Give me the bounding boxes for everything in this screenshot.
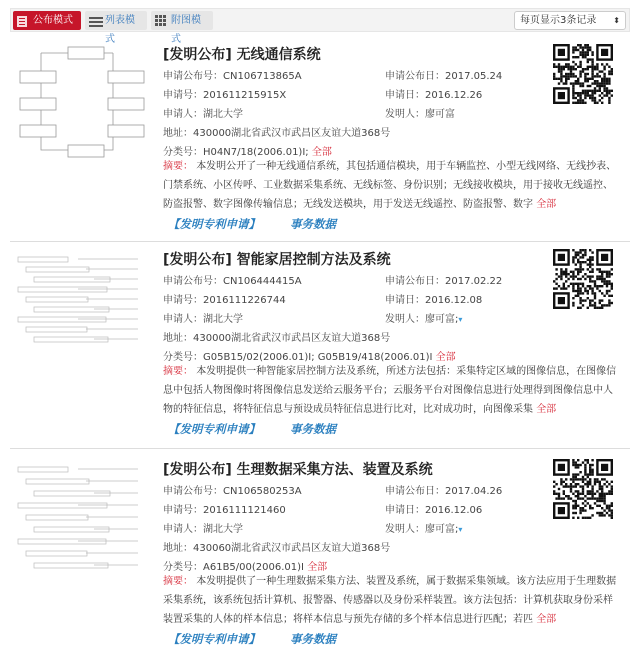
applicant-field: 申请人：湖北大学 [163, 524, 243, 535]
show-all-class-link[interactable]: 全部 [435, 352, 456, 363]
expand-inventors-icon[interactable]: ▾ [458, 315, 463, 324]
mode-label: 公布模式 [33, 15, 73, 26]
patent-title[interactable]: [发明公布] 无线通信系统 [163, 47, 321, 63]
pub-date-field: 申请公布日：2017.02.22 [385, 276, 503, 287]
app-date-field: 申请日：2016.12.08 [385, 295, 483, 306]
qr-code [553, 249, 613, 309]
record-links [168, 216, 366, 232]
show-all-abstract-link[interactable]: 全部 [536, 614, 557, 625]
applicant-field: 申请人：湖北大学 [163, 109, 243, 120]
record-divider [10, 448, 630, 449]
applicant-field: 申请人：湖北大学 [163, 314, 243, 325]
pub-no-field: 申请公布号：CN106580253A [163, 486, 302, 497]
patent-drawing-thumbnail[interactable] [8, 459, 153, 614]
record-divider [10, 241, 630, 242]
address-field: 地址：430000湖北省武汉市武昌区友谊大道368号 [163, 333, 391, 344]
app-no-field: 申请号：201611215915X [163, 90, 287, 101]
invention-application-link[interactable]: 【发明专利申请】 [168, 422, 260, 436]
patent-drawing-thumbnail[interactable] [8, 44, 153, 199]
patent-title[interactable]: [发明公布] 生理数据采集方法、装置及系统 [163, 462, 433, 478]
app-no-field: 申请号：2016111226744 [163, 295, 286, 306]
address-field: 地址：430000湖北省武汉市武昌区友谊大道368号 [163, 128, 391, 139]
abstract: 摘要： 本发明提供了一种生理数据采集方法、装置及系统，属于数据采集领域。该方法应用于生理数据采集系统，该系统包括计算机、报警器、传感器以及身份采样装置。该方法包括：计算机获取身份采样装置采集的人体的样本信息；将样本信息与预先存储的多个样本信息进行匹配；若匹 全部 [163, 576, 617, 625]
page-size-select[interactable] [514, 11, 626, 30]
app-date-field: 申请日：2016.12.26 [385, 90, 483, 101]
mode-figure-button[interactable] [151, 11, 213, 45]
address-field: 地址：430060湖北省武汉市武昌区友谊大道368号 [163, 543, 391, 554]
pub-no-field: 申请公布号：CN106444415A [163, 276, 302, 287]
select-arrows-icon: ⬍ [613, 16, 620, 25]
view-toolbar [10, 8, 630, 45]
expand-inventors-icon[interactable]: ▾ [458, 525, 463, 534]
record-links [168, 421, 366, 437]
show-all-abstract-link[interactable]: 全部 [536, 199, 557, 210]
document-icon [17, 15, 29, 26]
pub-date-field: 申请公布日：2017.04.26 [385, 486, 503, 497]
page-size-value: 每页显示3条记录 [520, 15, 597, 26]
show-all-class-link[interactable]: 全部 [307, 562, 328, 573]
invention-application-link[interactable]: 【发明专利申请】 [168, 632, 260, 646]
mode-publish-button[interactable] [13, 11, 81, 30]
show-all-abstract-link[interactable]: 全部 [536, 404, 557, 415]
inventor-field: 发明人：廖可富 [385, 109, 455, 120]
inventor-field: 发明人：廖可富;▾ [385, 314, 463, 325]
abstract: 摘要： 本发明提供一种智能家居控制方法及系统，所述方法包括：采集特定区域的图像信息，在图像信息中包括人物图像时将图像信息发送给云服务平台；云服务平台对图像信息进行处理得到图像信息中人物的特征信息，将特征信息与预设成员特征信息进行比对，比对成功时，向图像采集 全部 [163, 366, 617, 415]
invention-application-link[interactable]: 【发明专利申请】 [168, 217, 260, 231]
abstract: 摘要： 本发明公开了一种无线通信系统，其包括通信模块，用于车辆监控、小型无线网络、无线抄表、门禁系统、小区传呼、工业数据采集系统、无线标签、身份识别；无线接收模块，用于接收无线遥控、防盗报警、数字图像传输信息；无线发送模块，用于发送无线遥控、防盗报警、数字 全部 [163, 161, 617, 210]
qr-code [553, 459, 613, 519]
transaction-data-link[interactable]: 事务数据 [290, 217, 336, 231]
qr-code [553, 44, 613, 104]
grid-icon [155, 15, 167, 26]
pub-date-field: 申请公布日：2017.05.24 [385, 71, 503, 82]
mode-label: 列表模式 [105, 15, 135, 45]
list-icon [89, 15, 101, 26]
transaction-data-link[interactable]: 事务数据 [290, 632, 336, 646]
app-no-field: 申请号：2016111121460 [163, 505, 286, 516]
mode-list-button[interactable] [85, 11, 147, 45]
pub-no-field: 申请公布号：CN106713865A [163, 71, 302, 82]
patent-title[interactable]: [发明公布] 智能家居控制方法及系统 [163, 252, 391, 268]
show-all-class-link[interactable]: 全部 [311, 147, 332, 158]
class-field: 分类号：H04N7/18(2006.01)I; 全部 [163, 147, 332, 158]
transaction-data-link[interactable]: 事务数据 [290, 422, 336, 436]
inventor-field: 发明人：廖可富;▾ [385, 524, 463, 535]
patent-drawing-thumbnail[interactable] [8, 249, 153, 404]
app-date-field: 申请日：2016.12.06 [385, 505, 483, 516]
class-field: 分类号：G05B15/02(2006.01)I; G05B19/418(2006.01)I 全部 [163, 352, 456, 363]
mode-label: 附图模式 [171, 15, 201, 45]
class-field: 分类号：A61B5/00(2006.01)I 全部 [163, 562, 328, 573]
record-links [168, 631, 366, 647]
